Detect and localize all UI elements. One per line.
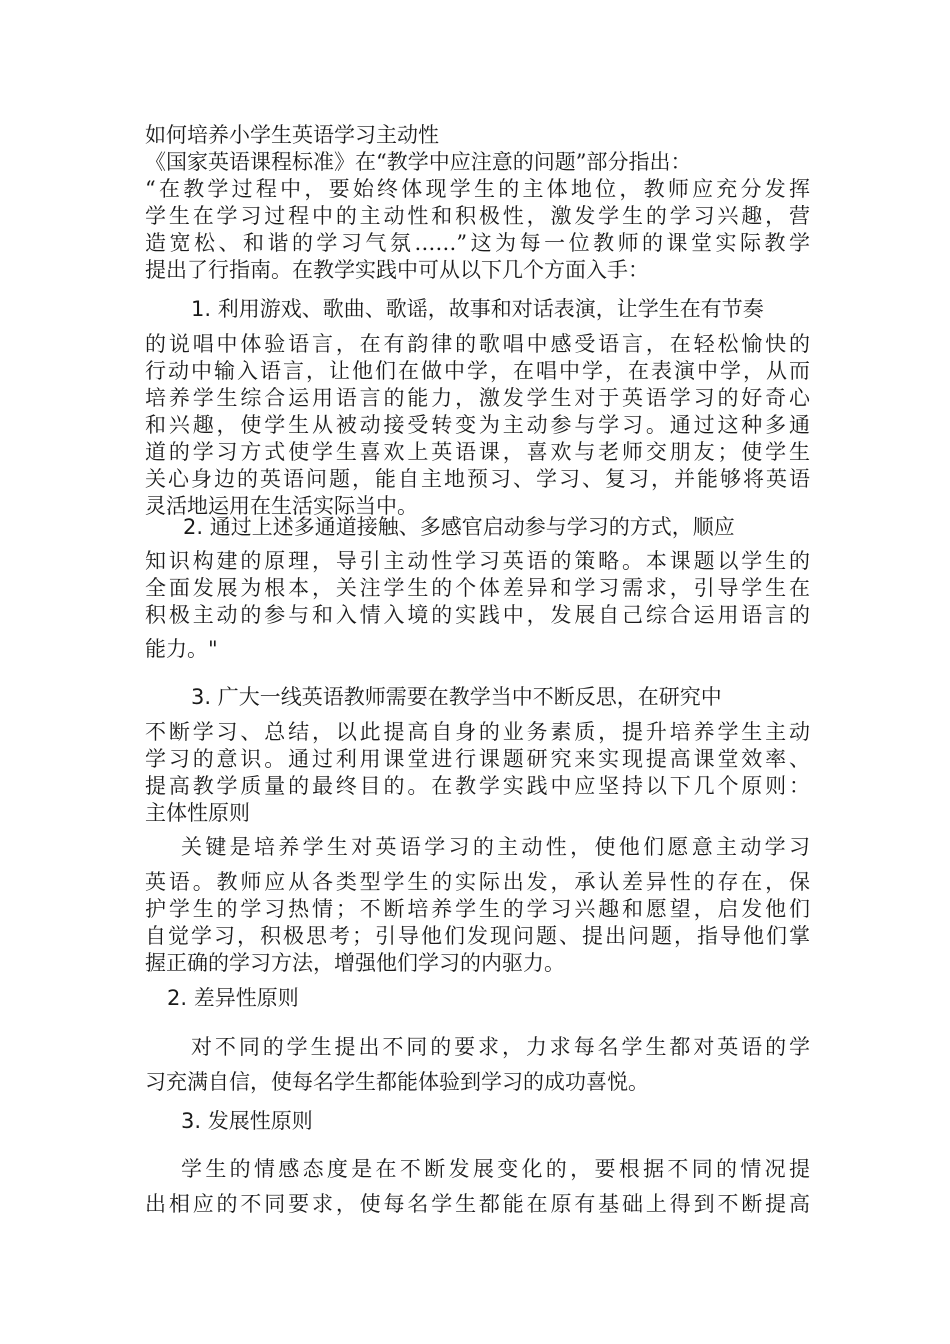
principle2-heading-line <box>167 985 810 1011</box>
intro-line: 造宽松、和谐的学习气氛……”这为每一位教师的课堂实际教学 <box>145 231 810 255</box>
principle3-line: 学生的情感态度是在不断发展变化的，要根据不同的情况提 <box>181 1157 810 1181</box>
item2-line: 全面发展为根本，关注学生的个体差异和学习需求，引导学生在 <box>145 576 810 600</box>
item1-line: 和兴趣，使学生从被动接受转变为主动参与学习。通过这种多通 <box>145 413 810 437</box>
item3-text: 广大一线英语教师需要在教学当中不断反思，在研究中 <box>217 685 722 709</box>
principle2-heading: 差异性原则 <box>193 986 299 1010</box>
item3-first-line <box>191 684 810 710</box>
principle3-heading-line <box>181 1108 810 1134</box>
principle2-number: 2. <box>167 986 188 1010</box>
item3-line: 学习的意识。通过利用课堂进行课题研究来实现提高课堂效率、 <box>145 747 810 771</box>
principle1-line: 关键是培养学生对英语学习的主动性，使他们愿意主动学习 <box>181 835 810 859</box>
principle3-heading: 发展性原则 <box>207 1109 313 1133</box>
intro-line: 学生在学习过程中的主动性和积极性，激发学生的学习兴趣，营 <box>145 204 810 228</box>
item2-number: 2. <box>183 515 204 539</box>
item2-first-line <box>183 514 810 540</box>
item1-text: 利用游戏、歌曲、歌谣，故事和对话表演，让学生在有节奏 <box>217 297 764 321</box>
item1-line: 关心身边的英语问题，能自主地预习、学习、复习，并能够将英语 <box>145 467 810 491</box>
item1-number: 1. <box>191 297 212 321</box>
item3-line: 提高教学质量的最终目的。在教学实践中应坚持以下几个原则： <box>145 774 810 798</box>
principle2-line: 对不同的学生提出不同的要求，力求每名学生都对英语的学 <box>191 1035 810 1059</box>
principle3-number: 3. <box>181 1109 202 1133</box>
item2-line: 能力。" <box>145 637 218 661</box>
item1-line: 道的学习方式使学生喜欢上英语课，喜欢与老师交朋友；使学生 <box>145 440 810 464</box>
item3-line: 主体性原则 <box>145 801 250 825</box>
item2-line: 知识构建的原理，导引主动性学习英语的策略。本课题以学生的 <box>145 549 810 573</box>
document-title: 如何培养小学生英语学习主动性 <box>145 123 439 147</box>
principle1-line: 护学生的学习热情；不断培养学生的学习兴趣和愿望，启发他们 <box>145 897 810 921</box>
intro-line: 提出了行指南。在教学实践中可从以下几个方面入手： <box>145 258 649 282</box>
item1-line: 的说唱中体验语言，在有韵律的歌唱中感受语言，在轻松愉快的 <box>145 332 810 356</box>
item1-line: 培养学生综合运用语言的能力，激发学生对于英语学习的好奇心 <box>145 386 810 410</box>
principle3-line: 出相应的不同要求，使每名学生都能在原有基础上得到不断提高 <box>145 1192 810 1216</box>
item1-line: 灵活地运用在生活实际当中。 <box>145 494 418 518</box>
item1-line: 行动中输入语言，让他们在做中学，在唱中学，在表演中学，从而 <box>145 359 810 383</box>
principle2-line: 习充满自信，使每名学生都能体验到学习的成功喜悦。 <box>145 1070 649 1094</box>
principle1-line: 握正确的学习方法，增强他们学习的内驱力。 <box>145 951 565 975</box>
principle1-line: 英语。教师应从各类型学生的实际出发，承认差异性的存在，保 <box>145 870 810 894</box>
item2-line: 积极主动的参与和入情入境的实践中，发展自己综合运用语言的 <box>145 603 810 627</box>
intro-line: “在教学过程中，要始终体现学生的主体地位，教师应充分发挥 <box>145 177 810 201</box>
item3-number: 3. <box>191 685 212 709</box>
item1-first-line <box>191 296 810 322</box>
intro-line: 《国家英语课程标准》在“教学中应注意的问题”部分指出： <box>145 150 692 174</box>
item3-line: 不断学习、总结，以此提高自身的业务素质，提升培养学生主动 <box>145 720 810 744</box>
principle1-line: 自觉学习，积极思考；引导他们发现问题、提出问题，指导他们掌 <box>145 924 810 948</box>
item2-text: 通过上述多通道接触、多感官启动参与学习的方式，顺应 <box>209 515 735 539</box>
